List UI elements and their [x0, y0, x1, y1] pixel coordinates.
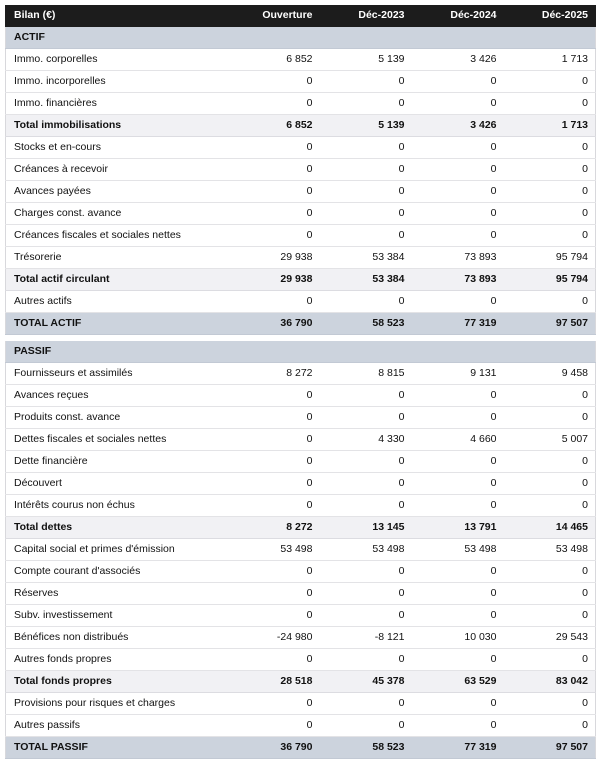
cell-dec-2023: 0	[320, 583, 412, 605]
table-row	[6, 181, 596, 203]
table-row-grand-total	[6, 737, 596, 759]
cell-ouverture: 53 498	[228, 539, 320, 561]
cell-dec-2023: 58 523	[320, 313, 412, 335]
cell-dec-2025: 29 543	[504, 627, 596, 649]
cell-dec-2024: 73 893	[412, 269, 504, 291]
cell-ouverture: 36 790	[228, 313, 320, 335]
cell-dec-2023: 0	[320, 225, 412, 247]
cell-dec-2025: 9 458	[504, 363, 596, 385]
cell-dec-2024: 53 498	[412, 539, 504, 561]
cell-dec-2025: 0	[504, 93, 596, 115]
cell-dec-2025: 0	[504, 385, 596, 407]
row-label: Dette financière	[6, 451, 228, 473]
column-header-dec-2025: Déc-2025	[504, 5, 596, 27]
cell-dec-2024: 0	[412, 451, 504, 473]
balance-sheet-container	[5, 5, 595, 753]
cell-dec-2024: 0	[412, 605, 504, 627]
row-label: ACTIF	[6, 27, 228, 49]
row-label: Autres passifs	[6, 715, 228, 737]
cell-ouverture	[228, 27, 320, 49]
cell-dec-2025: 0	[504, 407, 596, 429]
cell-dec-2024: 63 529	[412, 671, 504, 693]
table-row-grand-total	[6, 313, 596, 335]
cell-ouverture: 0	[228, 203, 320, 225]
cell-dec-2025: 0	[504, 203, 596, 225]
row-label: Avances reçues	[6, 385, 228, 407]
row-label: Réserves	[6, 583, 228, 605]
cell-dec-2024: 10 030	[412, 627, 504, 649]
table-row	[6, 159, 596, 181]
cell-ouverture: 8 272	[228, 517, 320, 539]
table-row	[6, 203, 596, 225]
cell-dec-2025: 0	[504, 605, 596, 627]
row-label: Subv. investissement	[6, 605, 228, 627]
balance-sheet-table	[5, 5, 596, 759]
table-row-subtotal	[6, 115, 596, 137]
cell-dec-2023: 0	[320, 137, 412, 159]
cell-dec-2025: 1 713	[504, 49, 596, 71]
table-row-subtotal	[6, 671, 596, 693]
cell-dec-2024: 73 893	[412, 247, 504, 269]
cell-dec-2024: 0	[412, 473, 504, 495]
cell-ouverture: 0	[228, 429, 320, 451]
cell-dec-2023: 0	[320, 291, 412, 313]
table-row	[6, 407, 596, 429]
table-row	[6, 693, 596, 715]
cell-dec-2025: 0	[504, 561, 596, 583]
cell-dec-2023: 53 384	[320, 269, 412, 291]
cell-dec-2025	[504, 27, 596, 49]
cell-dec-2025: 1 713	[504, 115, 596, 137]
cell-ouverture: -24 980	[228, 627, 320, 649]
cell-dec-2023: 0	[320, 605, 412, 627]
cell-ouverture: 0	[228, 181, 320, 203]
table-body	[6, 27, 596, 759]
row-label: Trésorerie	[6, 247, 228, 269]
table-section-header	[6, 341, 596, 363]
cell-dec-2023: 0	[320, 159, 412, 181]
table-row	[6, 495, 596, 517]
cell-dec-2023: 0	[320, 693, 412, 715]
table-row	[6, 93, 596, 115]
cell-dec-2024: 0	[412, 71, 504, 93]
table-row-subtotal	[6, 517, 596, 539]
cell-dec-2024: 0	[412, 203, 504, 225]
cell-dec-2023: 53 384	[320, 247, 412, 269]
cell-dec-2023: 0	[320, 407, 412, 429]
cell-ouverture: 0	[228, 93, 320, 115]
cell-dec-2024: 0	[412, 583, 504, 605]
cell-ouverture: 0	[228, 291, 320, 313]
cell-ouverture: 0	[228, 495, 320, 517]
row-label: Fournisseurs et assimilés	[6, 363, 228, 385]
cell-ouverture: 0	[228, 649, 320, 671]
cell-dec-2023: 13 145	[320, 517, 412, 539]
table-row	[6, 49, 596, 71]
cell-dec-2024: 77 319	[412, 737, 504, 759]
cell-ouverture: 0	[228, 137, 320, 159]
table-header	[6, 5, 596, 27]
row-label: TOTAL ACTIF	[6, 313, 228, 335]
table-row	[6, 715, 596, 737]
cell-dec-2024: 0	[412, 693, 504, 715]
table-row	[6, 583, 596, 605]
cell-ouverture: 29 938	[228, 269, 320, 291]
cell-ouverture: 0	[228, 385, 320, 407]
cell-dec-2025: 0	[504, 71, 596, 93]
row-label: Autres actifs	[6, 291, 228, 313]
cell-dec-2025: 0	[504, 225, 596, 247]
table-row	[6, 539, 596, 561]
cell-dec-2023: 0	[320, 93, 412, 115]
row-label: PASSIF	[6, 341, 228, 363]
table-row	[6, 473, 596, 495]
cell-dec-2025: 95 794	[504, 247, 596, 269]
cell-dec-2023: 5 139	[320, 49, 412, 71]
cell-dec-2023: 0	[320, 561, 412, 583]
column-header-label: Bilan (€)	[6, 5, 228, 27]
table-row	[6, 649, 596, 671]
table-row	[6, 627, 596, 649]
cell-dec-2023: 58 523	[320, 737, 412, 759]
table-row-subtotal	[6, 269, 596, 291]
cell-dec-2025: 5 007	[504, 429, 596, 451]
header-row	[6, 5, 596, 27]
cell-dec-2025: 0	[504, 451, 596, 473]
cell-dec-2024: 0	[412, 291, 504, 313]
cell-dec-2025	[504, 341, 596, 363]
cell-dec-2023: 0	[320, 71, 412, 93]
cell-dec-2025: 53 498	[504, 539, 596, 561]
cell-dec-2024: 0	[412, 181, 504, 203]
cell-dec-2025: 0	[504, 693, 596, 715]
table-section-header	[6, 27, 596, 49]
table-row	[6, 451, 596, 473]
row-label: Stocks et en-cours	[6, 137, 228, 159]
table-row	[6, 429, 596, 451]
row-label: Provisions pour risques et charges	[6, 693, 228, 715]
row-label: Produits const. avance	[6, 407, 228, 429]
cell-dec-2023: 45 378	[320, 671, 412, 693]
column-header-dec-2023: Déc-2023	[320, 5, 412, 27]
row-label: Créances à recevoir	[6, 159, 228, 181]
cell-dec-2024: 0	[412, 407, 504, 429]
row-label: Immo. financières	[6, 93, 228, 115]
cell-dec-2024	[412, 341, 504, 363]
cell-dec-2024: 0	[412, 715, 504, 737]
row-label: Avances payées	[6, 181, 228, 203]
cell-dec-2024: 3 426	[412, 115, 504, 137]
cell-dec-2025: 0	[504, 495, 596, 517]
cell-dec-2025: 0	[504, 159, 596, 181]
cell-ouverture: 0	[228, 715, 320, 737]
row-label: Immo. corporelles	[6, 49, 228, 71]
table-row	[6, 225, 596, 247]
cell-ouverture: 0	[228, 605, 320, 627]
cell-dec-2025: 97 507	[504, 313, 596, 335]
row-label: Intérêts courus non échus	[6, 495, 228, 517]
cell-dec-2024: 0	[412, 385, 504, 407]
cell-dec-2023: 5 139	[320, 115, 412, 137]
cell-dec-2023: -8 121	[320, 627, 412, 649]
cell-ouverture: 0	[228, 71, 320, 93]
cell-dec-2023	[320, 27, 412, 49]
row-label: Total actif circulant	[6, 269, 228, 291]
row-label: Immo. incorporelles	[6, 71, 228, 93]
cell-dec-2023: 0	[320, 473, 412, 495]
cell-dec-2024: 13 791	[412, 517, 504, 539]
row-label: Total immobilisations	[6, 115, 228, 137]
cell-dec-2024: 0	[412, 225, 504, 247]
cell-ouverture: 0	[228, 583, 320, 605]
row-label: Capital social et primes d'émission	[6, 539, 228, 561]
cell-ouverture	[228, 341, 320, 363]
table-row	[6, 71, 596, 93]
column-header-ouverture: Ouverture	[228, 5, 320, 27]
cell-ouverture: 6 852	[228, 115, 320, 137]
cell-dec-2025: 0	[504, 649, 596, 671]
cell-dec-2025: 95 794	[504, 269, 596, 291]
cell-dec-2023: 8 815	[320, 363, 412, 385]
cell-dec-2023: 0	[320, 451, 412, 473]
table-row	[6, 605, 596, 627]
cell-ouverture: 0	[228, 159, 320, 181]
cell-dec-2024: 77 319	[412, 313, 504, 335]
table-row	[6, 291, 596, 313]
cell-dec-2023: 0	[320, 181, 412, 203]
cell-ouverture: 29 938	[228, 247, 320, 269]
row-label: Découvert	[6, 473, 228, 495]
cell-dec-2024: 9 131	[412, 363, 504, 385]
cell-ouverture: 0	[228, 451, 320, 473]
row-label: Dettes fiscales et sociales nettes	[6, 429, 228, 451]
cell-dec-2025: 97 507	[504, 737, 596, 759]
cell-dec-2024: 3 426	[412, 49, 504, 71]
cell-dec-2024: 4 660	[412, 429, 504, 451]
cell-dec-2025: 0	[504, 181, 596, 203]
cell-ouverture: 0	[228, 407, 320, 429]
cell-dec-2024	[412, 27, 504, 49]
cell-dec-2025: 83 042	[504, 671, 596, 693]
cell-dec-2023: 0	[320, 715, 412, 737]
cell-dec-2024: 0	[412, 495, 504, 517]
row-label: Créances fiscales et sociales nettes	[6, 225, 228, 247]
table-row	[6, 137, 596, 159]
table-row	[6, 247, 596, 269]
cell-ouverture: 0	[228, 473, 320, 495]
cell-ouverture: 0	[228, 561, 320, 583]
cell-ouverture: 8 272	[228, 363, 320, 385]
column-header-dec-2024: Déc-2024	[412, 5, 504, 27]
cell-dec-2025: 0	[504, 291, 596, 313]
cell-dec-2023	[320, 341, 412, 363]
cell-dec-2023: 0	[320, 203, 412, 225]
cell-dec-2023: 4 330	[320, 429, 412, 451]
row-label: Bénéfices non distribués	[6, 627, 228, 649]
cell-dec-2023: 53 498	[320, 539, 412, 561]
cell-dec-2024: 0	[412, 561, 504, 583]
cell-ouverture: 28 518	[228, 671, 320, 693]
table-row	[6, 363, 596, 385]
cell-dec-2025: 14 465	[504, 517, 596, 539]
cell-dec-2025: 0	[504, 137, 596, 159]
cell-dec-2024: 0	[412, 159, 504, 181]
row-label: Total dettes	[6, 517, 228, 539]
cell-dec-2024: 0	[412, 649, 504, 671]
cell-dec-2024: 0	[412, 137, 504, 159]
row-label: Charges const. avance	[6, 203, 228, 225]
cell-dec-2023: 0	[320, 385, 412, 407]
table-row	[6, 561, 596, 583]
cell-dec-2025: 0	[504, 583, 596, 605]
table-row	[6, 385, 596, 407]
cell-dec-2024: 0	[412, 93, 504, 115]
cell-dec-2025: 0	[504, 473, 596, 495]
cell-ouverture: 6 852	[228, 49, 320, 71]
cell-dec-2023: 0	[320, 649, 412, 671]
cell-dec-2025: 0	[504, 715, 596, 737]
row-label: TOTAL PASSIF	[6, 737, 228, 759]
row-label: Autres fonds propres	[6, 649, 228, 671]
cell-ouverture: 36 790	[228, 737, 320, 759]
row-label: Total fonds propres	[6, 671, 228, 693]
cell-dec-2023: 0	[320, 495, 412, 517]
cell-ouverture: 0	[228, 225, 320, 247]
row-label: Compte courant d'associés	[6, 561, 228, 583]
cell-ouverture: 0	[228, 693, 320, 715]
